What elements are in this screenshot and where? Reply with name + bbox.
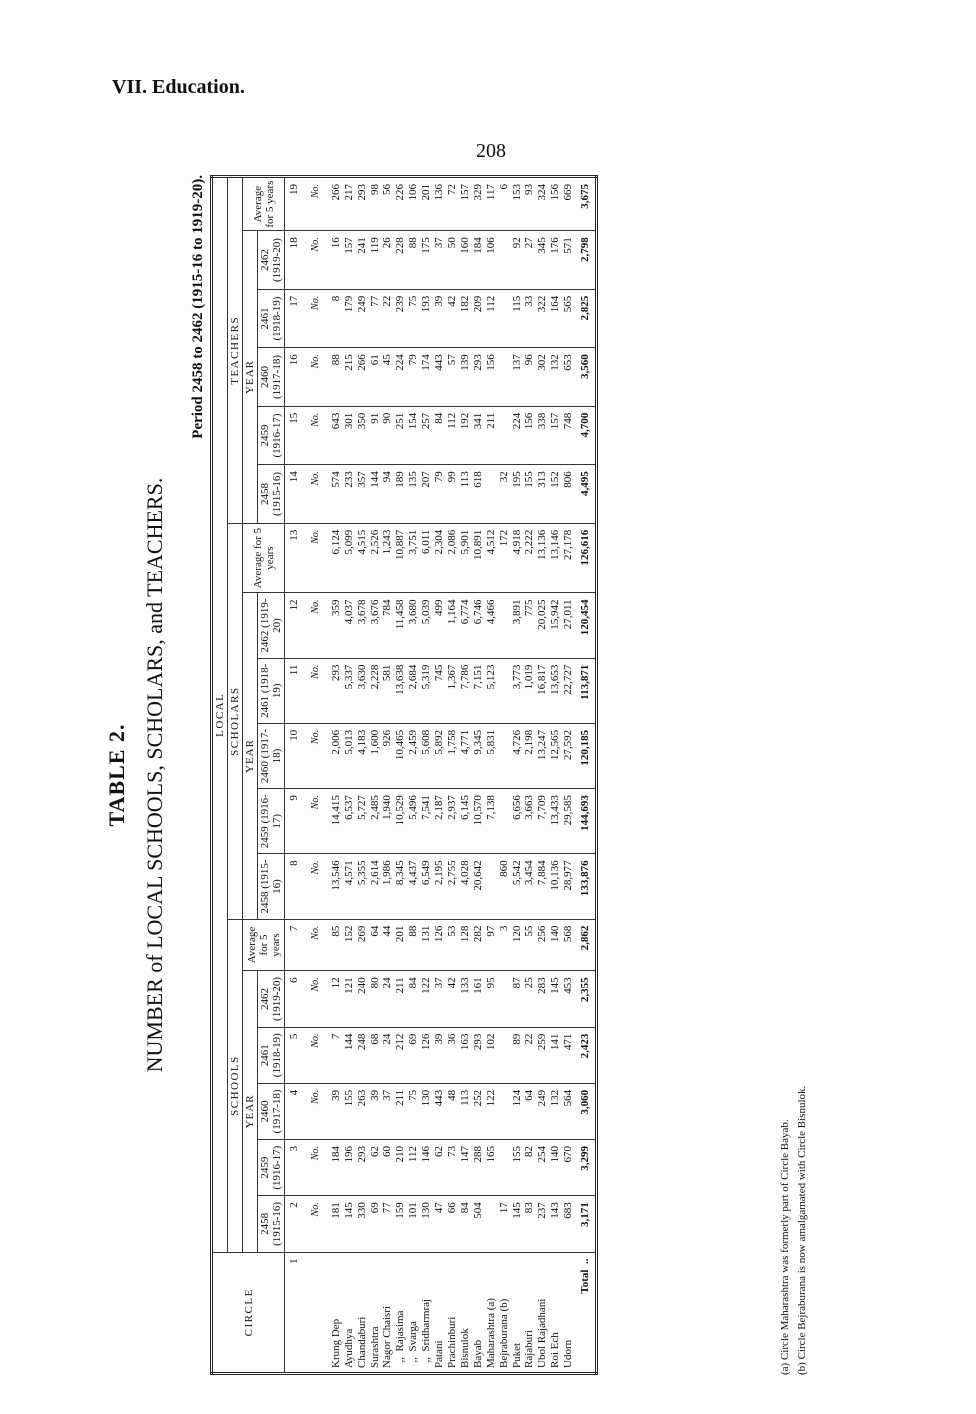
data-column: 6,124 5,099 4,515 2,526 1,243 10,887 3,751 6,011 2,304 2,086 5,901 10,891 4,512 172 4,918 2,222 13,136 13,146 27,178	[329, 523, 576, 593]
column-number: 4	[285, 1083, 304, 1139]
data-column: 85 152 269 64 44 201 88 131 126 53 128 282 97 3 120 55 256 140 568	[329, 919, 576, 971]
total-value: 4,495	[576, 465, 596, 523]
column-number: 10	[285, 723, 304, 788]
period-label: Period 2458 to 2462 (1915-16 to 1919-20).	[190, 175, 206, 439]
empty-cell	[304, 1252, 329, 1373]
teachers-header: TEACHERS	[228, 177, 243, 524]
footnote-a: (a) Circle Maharashtra was formerly part of Circle Bayab.	[779, 1119, 791, 1375]
total-label: Total ..	[576, 1252, 596, 1373]
column-number: 5	[285, 1027, 304, 1083]
data-column: 359 4,037 3,678 3,676 784 11,458 3,680 5,039 499 1,164 6,774 6,746 4,466 3,891 775 20,025 15,942 27,011	[329, 593, 576, 658]
table-title: TABLE 2.	[104, 723, 129, 827]
year-header: 2460 (1917-18)	[258, 723, 285, 788]
data-column: 184 196 293 62 60 210 112 146 62 73 147 288 165 155 82 254 140 670	[329, 1140, 576, 1196]
total-value: 113,871	[576, 658, 596, 723]
year-header: 2462 (1919-20)	[258, 593, 285, 658]
no-label: No.	[304, 406, 329, 464]
data-column: 12 121 240 80 24 211 84 122 37 42 133 161 95 87 25 283 145 453	[329, 971, 576, 1027]
no-label: No.	[304, 789, 329, 854]
data-column: 13,546 4,571 5,355 2,614 1,986 8,345 4,437 6,549 2,195 2,755 4,028 20,642 860 5,542 3,454 7,884 10,136 28,977	[329, 854, 576, 919]
year-header: 2462 (1919-20)	[258, 231, 285, 289]
total-value: 126,616	[576, 523, 596, 593]
no-label: No.	[304, 658, 329, 723]
year-header: 2459 (1916-17)	[258, 406, 285, 464]
column-number: 11	[285, 658, 304, 723]
schools-year-header: YEAR	[243, 971, 258, 1252]
year-header: 2460 (1917-18)	[258, 1083, 285, 1139]
total-value: 144,693	[576, 789, 596, 854]
column-number: 15	[285, 406, 304, 464]
year-header: 2459 (1916-17)	[258, 1140, 285, 1196]
no-label: No.	[304, 1083, 329, 1139]
column-number: 14	[285, 465, 304, 523]
footnote-b: (b) Circle Bejraburana is now amalgamated with Circle Bisnulok.	[796, 1085, 808, 1375]
data-column: 8 179 249 77 22 239 75 193 39 42 182 209 112 115 33 322 164 565	[329, 289, 576, 347]
total-value: 2,798	[576, 231, 596, 289]
column-number: 12	[285, 593, 304, 658]
data-column: 14,415 6,537 5,727 2,485 1,940 10,529 5,496 7,541 2,187 2,937 6,145 10,570 7,138 6,656 3,663 7,709 13,433 29,585	[329, 789, 576, 854]
data-column: 16 157 241 119 26 228 88 175 37 50 160 184 106 92 27 345 176 571	[329, 231, 576, 289]
column-number: 1	[285, 1252, 304, 1373]
column-number: 18	[285, 231, 304, 289]
schools-average-header: Average for 5 years	[243, 919, 285, 971]
no-label: No.	[304, 348, 329, 406]
schools-header: SCHOOLS	[228, 919, 243, 1252]
rotated-table-page	[92, 175, 832, 1375]
teachers-average-header: Average for 5 years	[243, 177, 285, 231]
year-header: 2460 (1917-18)	[258, 348, 285, 406]
year-header: 2458 (1915-16)	[258, 465, 285, 523]
year-header: 2462 (1919-20)	[258, 971, 285, 1027]
column-number: 7	[285, 919, 304, 971]
no-label: No.	[304, 1027, 329, 1083]
no-label: No.	[304, 231, 329, 289]
data-column: 181 145 330 69 77 159 101 130 47 66 84 504 17 145 83 237 143 683	[329, 1196, 576, 1252]
total-value: 120,185	[576, 723, 596, 788]
data-column: 39 155 263 39 37 211 75 130 443 48 113 252 122 124 64 249 132 564	[329, 1083, 576, 1139]
no-label: No.	[304, 177, 329, 231]
no-label: No.	[304, 289, 329, 347]
column-number: 3	[285, 1140, 304, 1196]
data-column: 7 144 248 68 24 212 69 126 39 36 163 293 102 89 22 259 141 471	[329, 1027, 576, 1083]
data-column: 88 215 266 61 45 224 79 174 443 57 139 293 156 137 96 302 132 653	[329, 348, 576, 406]
no-label: No.	[304, 593, 329, 658]
footnotes	[777, 1086, 811, 1375]
total-value: 3,560	[576, 348, 596, 406]
no-label: No.	[304, 1140, 329, 1196]
section-title: VII. Education.	[112, 76, 245, 98]
data-table	[210, 175, 598, 1375]
column-number: 17	[285, 289, 304, 347]
total-value: 2,862	[576, 919, 596, 971]
scholars-year-header: YEAR	[243, 593, 258, 919]
data-column: 266 217 293 98 56 226 106 201 136 72 157 329 117 6 153 93 324 156 669	[329, 177, 576, 231]
local-header: LOCAL	[212, 177, 228, 1253]
data-column: 293 5,337 3,630 2,228 581 13,638 2,684 5,319 745 1,367 7,786 7,151 5,123 3,773 1,019 16,817 13,653 22,727	[329, 658, 576, 723]
no-label: No.	[304, 523, 329, 593]
total-value: 4,700	[576, 406, 596, 464]
year-header: 2461 (1918-19)	[258, 1027, 285, 1083]
scholars-average-header: Average for 5 years	[243, 523, 285, 593]
circle-header: CIRCLE	[212, 1252, 285, 1373]
total-value: 3,299	[576, 1140, 596, 1196]
column-number: 9	[285, 789, 304, 854]
year-header: 2461 (1918-19)	[258, 289, 285, 347]
total-value: 2,825	[576, 289, 596, 347]
total-value: 2,355	[576, 971, 596, 1027]
column-number: 19	[285, 177, 304, 231]
data-column: 643 301 350 91 90 251 154 257 84 112 192 341 211 224 156 338 157 748	[329, 406, 576, 464]
scholars-header: SCHOLARS	[228, 523, 243, 919]
data-column: 2,006 5,013 4,183 1,600 926 10,465 2,459 5,608 5,892 1,758 4,771 9,345 5,831 4,726 2,198 13,247 12,565 27,592	[329, 723, 576, 788]
no-label: No.	[304, 854, 329, 919]
column-number: 8	[285, 854, 304, 919]
total-value: 3,675	[576, 177, 596, 231]
column-number: 16	[285, 348, 304, 406]
page-number: 208	[476, 140, 506, 162]
year-header: 2459 (1916-17)	[258, 789, 285, 854]
total-value: 120,454	[576, 593, 596, 658]
total-value: 133,876	[576, 854, 596, 919]
column-number: 13	[285, 523, 304, 593]
total-value: 3,171	[576, 1196, 596, 1252]
circle-names-column: Krung Dep Ayudhya Chandaburi Surashtra Nagor Chaisri ,, Rajasima ,, Svarga ,, Sridharmraj Patani Prachinburi Bisnulok Bayab Maharashtra (a) Bejraburana (b) Puket Rajaburi Ubol Rajadhani Roi Ech Udorn	[329, 1252, 576, 1373]
table-subtitle: NUMBER of LOCAL SCHOOLS, SCHOLARS, and TEACHERS.	[142, 477, 167, 1073]
no-label: No.	[304, 1196, 329, 1252]
column-number: 2	[285, 1196, 304, 1252]
teachers-year-header: YEAR	[243, 231, 258, 523]
total-value: 3,060	[576, 1083, 596, 1139]
year-header: 2458 (1915-16)	[258, 1196, 285, 1252]
year-header: 2458 (1915-16)	[258, 854, 285, 919]
year-header: 2461 (1918-19)	[258, 658, 285, 723]
no-label: No.	[304, 723, 329, 788]
column-number: 6	[285, 971, 304, 1027]
no-label: No.	[304, 465, 329, 523]
total-value: 2,423	[576, 1027, 596, 1083]
no-label: No.	[304, 919, 329, 971]
data-column: 574 233 357 144 94 189 135 207 79 99 113 618 32 195 155 313 152 806	[329, 465, 576, 523]
no-label: No.	[304, 971, 329, 1027]
